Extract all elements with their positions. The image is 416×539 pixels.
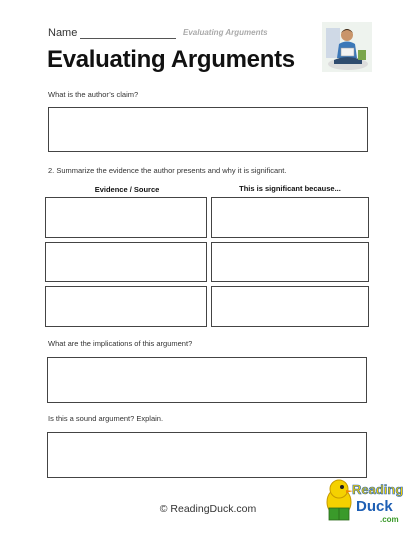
implications-answer-box[interactable] <box>47 357 367 403</box>
question-sound-argument-label: Is this a sound argument? Explain. <box>48 414 164 423</box>
logo-text-com: .com <box>380 515 399 524</box>
evidence-box[interactable] <box>45 242 207 282</box>
significance-box[interactable] <box>211 197 369 238</box>
significance-box[interactable] <box>211 286 369 327</box>
sound-argument-answer-box[interactable] <box>47 432 367 478</box>
name-label: Name <box>48 27 78 39</box>
footer-copyright: © ReadingDuck.com <box>159 503 257 515</box>
claim-answer-box[interactable] <box>48 107 368 152</box>
evidence-box[interactable] <box>45 286 207 327</box>
logo-text-duck: Duck <box>356 498 393 515</box>
page-title: Evaluating Arguments <box>47 46 295 73</box>
evidence-box[interactable] <box>45 197 207 238</box>
doc-subtitle: Evaluating Arguments <box>183 28 268 37</box>
column-header-evidence: Evidence / Source <box>94 185 160 194</box>
question-evidence-label: 2. Summarize the evidence the author presents and why it is significant. <box>48 166 287 175</box>
column-header-significance: This is significant because... <box>239 184 341 193</box>
question-claim-label: What is the author’s claim? <box>48 90 139 99</box>
reading-person-illustration <box>322 22 372 72</box>
reading-duck-logo <box>324 472 404 530</box>
name-line[interactable] <box>80 38 176 39</box>
significance-box[interactable] <box>211 242 369 282</box>
logo-text-reading: Reading <box>352 482 404 497</box>
question-implications-label: What are the implications of this argument? <box>48 339 193 348</box>
